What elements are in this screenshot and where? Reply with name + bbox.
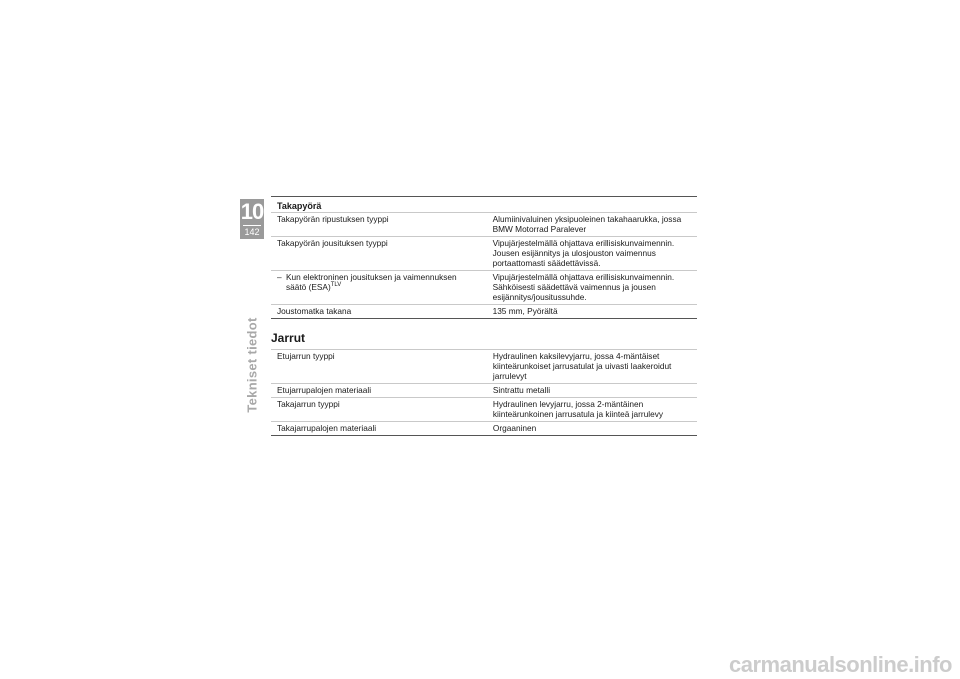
dash-bullet: – xyxy=(277,272,282,282)
table-row xyxy=(271,398,697,422)
table-row xyxy=(271,384,697,398)
spec-key-option xyxy=(271,271,493,305)
table-row xyxy=(271,305,697,319)
spec-value: 135 mm, Pyörältä xyxy=(493,305,697,319)
spec-value: Vipujärjestelmällä ohjattava erillisiskunvaimennin. Sähköisesti säädettävä vaimennus ja jousen esijännitys/jousitussuhde. xyxy=(493,271,697,305)
spec-key: Takajarrun tyyppi xyxy=(271,398,493,422)
tlv-superscript: TLV xyxy=(330,282,342,289)
chapter-number: 10 xyxy=(240,199,264,224)
spec-key-line2 xyxy=(277,282,341,292)
chapter-tab xyxy=(240,199,264,239)
page-number: 142 xyxy=(244,227,260,237)
table-row xyxy=(271,271,697,305)
spec-value: Sintrattu metalli xyxy=(493,384,697,398)
rear-wheel-spec-table xyxy=(271,212,697,319)
table-row xyxy=(271,422,697,436)
section-title-brakes: Jarrut xyxy=(271,331,306,345)
spec-key: Etujarrupalojen materiaali xyxy=(271,384,493,398)
spec-key: Joustomatka takana xyxy=(271,305,493,319)
chapter-side-title: Tekniset tiedot xyxy=(244,317,260,413)
spec-value: Vipujärjestelmällä ohjattava erillisiskunvaimennin. Jousen esijännitys ja ulosjouston vaimennus portaattomasti säädettävissä. xyxy=(493,237,697,271)
section-title-rear-wheel: Takapyörä xyxy=(271,196,697,212)
site-watermark: carmanualsonline.info xyxy=(729,652,952,677)
spec-key: Takapyörän ripustuksen tyyppi xyxy=(271,213,493,237)
table-row xyxy=(271,213,697,237)
table-row xyxy=(271,350,697,384)
spec-value: Hydraulinen kaksilevyjarru, jossa 4-mäntäiset kiinteärunkoiset jarrusatulat ja uivasti laakeroidut jarrulevyt xyxy=(493,350,697,384)
spec-value: Alumiinivaluinen yksipuoleinen takahaarukka, jossa BMW Motorrad Paralever xyxy=(493,213,697,237)
spec-key: Takapyörän jousituksen tyyppi xyxy=(271,237,493,271)
spec-value: Hydraulinen levyjarru, jossa 2-mäntäinen kiinteärunkoinen jarrusatula ja kiinteä jarrulevy xyxy=(493,398,697,422)
brakes-spec-table xyxy=(271,349,697,436)
spec-key-line1: Kun elektroninen jousituksen ja vaimennuksen xyxy=(286,272,457,282)
spec-value: Orgaaninen xyxy=(493,422,697,436)
spec-key: Takajarrupalojen materiaali xyxy=(271,422,493,436)
spec-content xyxy=(271,196,697,436)
table-row xyxy=(271,237,697,271)
spec-key: Etujarrun tyyppi xyxy=(271,350,493,384)
esa-label: säätö (ESA) xyxy=(286,282,331,292)
